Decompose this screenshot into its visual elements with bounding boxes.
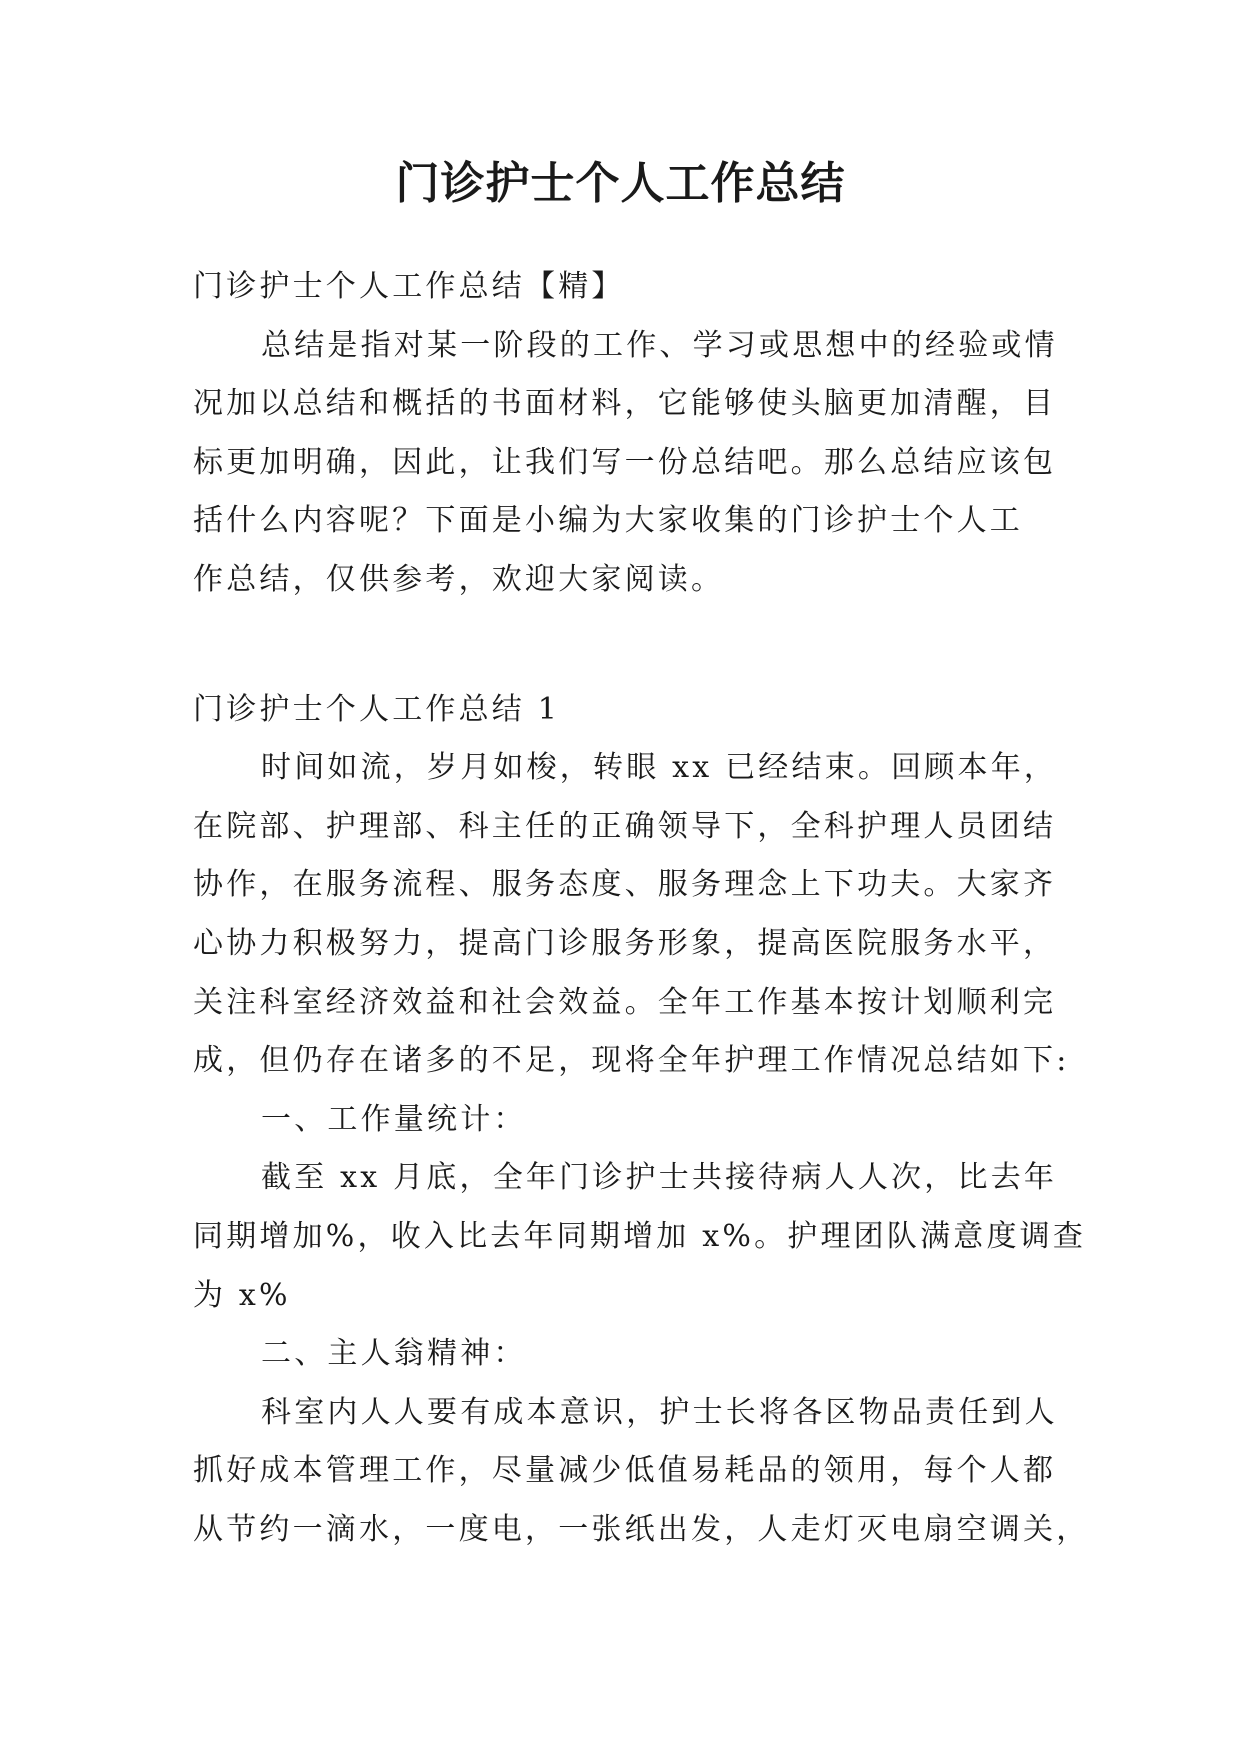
text-line: 截至 xx 月底，全年门诊护士共接待病人人次，比去年 [261, 1160, 1058, 1196]
text-line: 为 x% [193, 1277, 291, 1313]
text-line: 抓好成本管理工作，尽量减少低值易耗品的领用，每个人都 [193, 1453, 1057, 1489]
text-line: 况加以总结和概括的书面材料，它能够使头脑更加清醒，目 [193, 386, 1057, 422]
text-line: 关注科室经济效益和社会效益。全年工作基本按计划顺利完 [193, 984, 1057, 1020]
text-line: 同期增加%，收入比去年同期增加 x%。护理团队满意度调查 [193, 1218, 1087, 1254]
text-line: 科室内人人要有成本意识，护士长将各区物品责任到人 [261, 1394, 1058, 1430]
text-line: 作总结，仅供参考，欢迎大家阅读。 [193, 561, 725, 597]
text-line: 门诊护士个人工作总结【精】 [193, 269, 625, 304]
text-line: 标更加明确，因此，让我们写一份总结吧。那么总结应该包 [193, 444, 1057, 480]
text-line: 二、主人翁精神： [261, 1336, 527, 1372]
document-title: 门诊护士个人工作总结 [395, 158, 846, 209]
text-line: 成，但仍存在诸多的不足，现将全年护理工作情况总结如下: [193, 1043, 1070, 1079]
text-line: 一、工作量统计： [261, 1101, 527, 1137]
text-line: 总结是指对某一阶段的工作、学习或思想中的经验或情 [261, 327, 1058, 363]
text-line: 门诊护士个人工作总结 1 [193, 691, 561, 727]
text-line: 从节约一滴水，一度电，一张纸出发，人走灯灭电扇空调关， [193, 1511, 1090, 1547]
text-line: 心协力积极努力，提高门诊服务形象，提高医院服务水平， [193, 925, 1057, 961]
text-line: 括什么内容呢？下面是小编为大家收集的门诊护士个人工 [193, 503, 1023, 539]
text-line: 在院部、护理部、科主任的正确领导下，全科护理人员团结 [193, 808, 1057, 844]
paragraph-gap [193, 610, 1068, 681]
text-line: 协作，在服务流程、服务态度、服务理念上下功夫。大家齐 [193, 867, 1057, 903]
text-line: 时间如流，岁月如梭，转眼 xx 已经结束。回顾本年， [261, 750, 1058, 786]
document-body [193, 258, 1090, 1559]
